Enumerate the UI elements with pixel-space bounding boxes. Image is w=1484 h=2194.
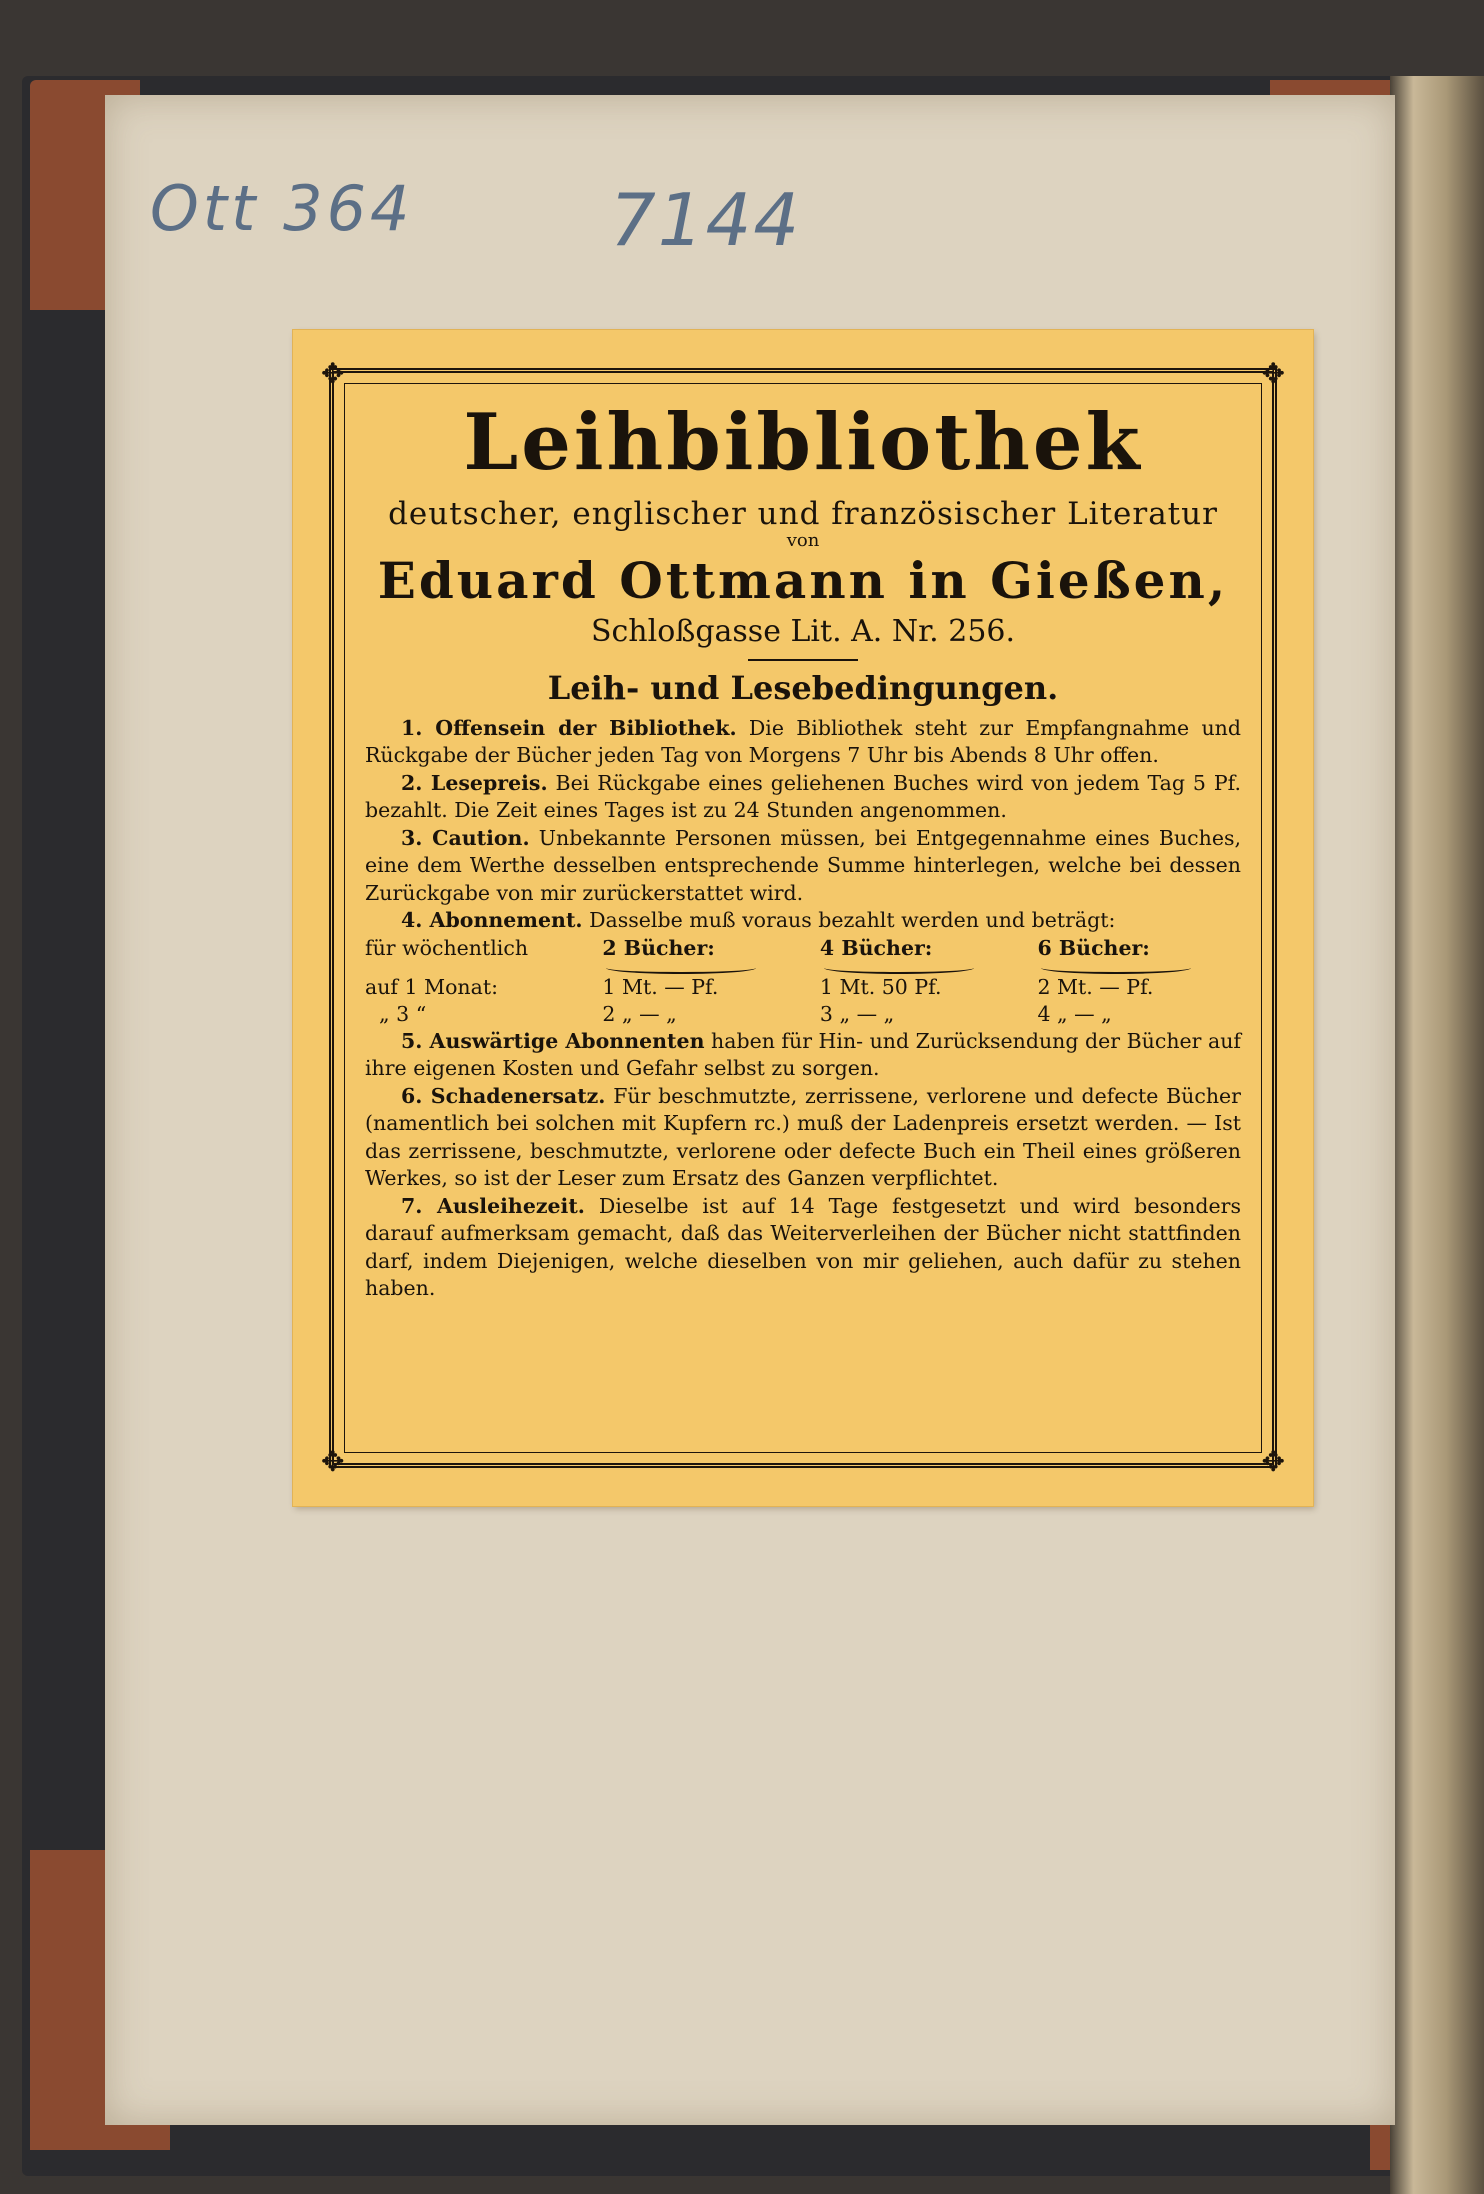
table-header-row — [365, 935, 1241, 974]
rule-title: 1. Offensein der Bibliothek. — [401, 715, 737, 740]
rule-text: Die Bibliothek steht zur Empfangnahme und Rückgabe der Bücher jeden Tag von Morgens 7 Uhr bis Abends 8 Uhr offen. — [365, 715, 1241, 768]
rule-text: Dasselbe muß voraus bezahlt werden und beträgt: — [589, 908, 1116, 933]
facing-page-edge — [1390, 76, 1484, 2194]
subscription-table — [365, 935, 1241, 1028]
table-cell: „ 3 “ — [379, 1001, 427, 1026]
rule-title: 3. Caution. — [401, 825, 530, 850]
table-cell: auf 1 Monat: — [365, 974, 498, 999]
rule-text: haben für Hin- und Zurücksendung der Bücher auf ihre eigenen Kosten und Gefahr selbst zu sorgen. — [365, 1028, 1242, 1081]
table-cell: 2 Mt. — Pf. — [1037, 974, 1154, 999]
rule-title: 2. Lesepreis. — [401, 770, 548, 795]
rule-paragraph — [365, 1028, 1241, 1083]
label-von: von — [786, 529, 820, 551]
conditions-heading: Leih- und Lesebedingungen. — [547, 668, 1059, 707]
brace-underline — [606, 962, 756, 974]
label-title: Leihbibliothek — [463, 397, 1143, 488]
rule-text: Unbekannte Personen müssen, bei Entgegennahme eines Buches, eine dem Werthe desselben entsprechende Summe hinterlegen, welche bei dessen Zurückgabe von mir zurückerstattet wird. — [365, 825, 1242, 905]
divider — [748, 659, 858, 661]
rule-text: Für beschmutzte, zerrissene, verlorene und defecte Bücher (namentlich bei solchen mit Kupfern rc.) muß der Ladenpreis ersetzt werden. — Ist das zerrissene, beschmutzte, verlorene oder defecte Buch ein Theil eines größeren Werkes, so ist der Leser zum Ersatz des Ganzen verpflichtet. — [365, 1083, 1241, 1191]
table-cell: 2 „ — „ — [602, 1001, 677, 1026]
table-header-text: 4 Bücher: — [819, 935, 933, 960]
conditions-body — [365, 715, 1241, 1303]
rule-paragraph — [365, 1193, 1241, 1303]
brace-underline — [1041, 962, 1191, 974]
label-subtitle: deutscher, englischer und französischer Literatur — [388, 495, 1218, 532]
table-row — [365, 1001, 1241, 1028]
rule-title: 6. Schadenersatz. — [401, 1083, 606, 1108]
rule-paragraph — [365, 1083, 1241, 1193]
table-header-cell — [1023, 935, 1241, 974]
frame-corner-ornament: ✥ — [1261, 1445, 1285, 1478]
table-row — [365, 974, 1241, 1001]
rule-paragraph — [365, 907, 1241, 935]
table-header-cell: für wöchentlich — [365, 935, 529, 960]
rule-paragraph — [365, 715, 1241, 770]
library-label — [293, 330, 1313, 1506]
table-cell: 1 Mt. 50 Pf. — [819, 974, 942, 999]
table-header-text: 2 Bücher: — [602, 935, 715, 960]
table-header-cell — [588, 935, 806, 974]
label-address: Schloßgasse Lit. A. Nr. 256. — [590, 613, 1016, 649]
frame-corner-ornament: ✥ — [321, 357, 345, 390]
table-header-text: 6 Bücher: — [1037, 935, 1150, 960]
rule-text: Dieselbe ist auf 14 Tage festgesetzt und wird besonders darauf aufmerksam gemacht, daß das Weiterverleihen der Bücher nicht stattfinden darf, indem Diejenigen, welche dieselben von mir geliehen, auch dafür zu stehen haben. — [365, 1193, 1241, 1301]
table-header-cell — [806, 935, 1024, 974]
rule-paragraph — [365, 770, 1241, 825]
rule-title: 5. Auswärtige Abonnenten — [401, 1028, 705, 1053]
brace-underline — [824, 962, 974, 974]
rule-title: 4. Abonnement. — [401, 908, 583, 933]
table-cell: 3 „ — „ — [819, 1001, 895, 1026]
rule-text: Bei Rückgabe eines geliehenen Buches wird von jedem Tag 5 Pf. bezahlt. Die Zeit eines Tages ist zu 24 Stunden angenommen. — [365, 770, 1241, 823]
label-content — [365, 390, 1241, 1303]
frame-corner-ornament: ✥ — [321, 1445, 345, 1478]
table-cell: 1 Mt. — Pf. — [602, 974, 719, 999]
handwritten-number: 7144 — [610, 178, 802, 262]
label-owner: Eduard Ottmann in Gießen, — [377, 550, 1229, 610]
frame-corner-ornament: ✥ — [1261, 357, 1285, 390]
handwritten-shelfmark: Ott 364 — [150, 172, 414, 245]
rule-title: 7. Ausleihezeit. — [401, 1193, 585, 1218]
table-cell: 4 „ — „ — [1037, 1001, 1112, 1026]
rule-paragraph — [365, 825, 1241, 908]
